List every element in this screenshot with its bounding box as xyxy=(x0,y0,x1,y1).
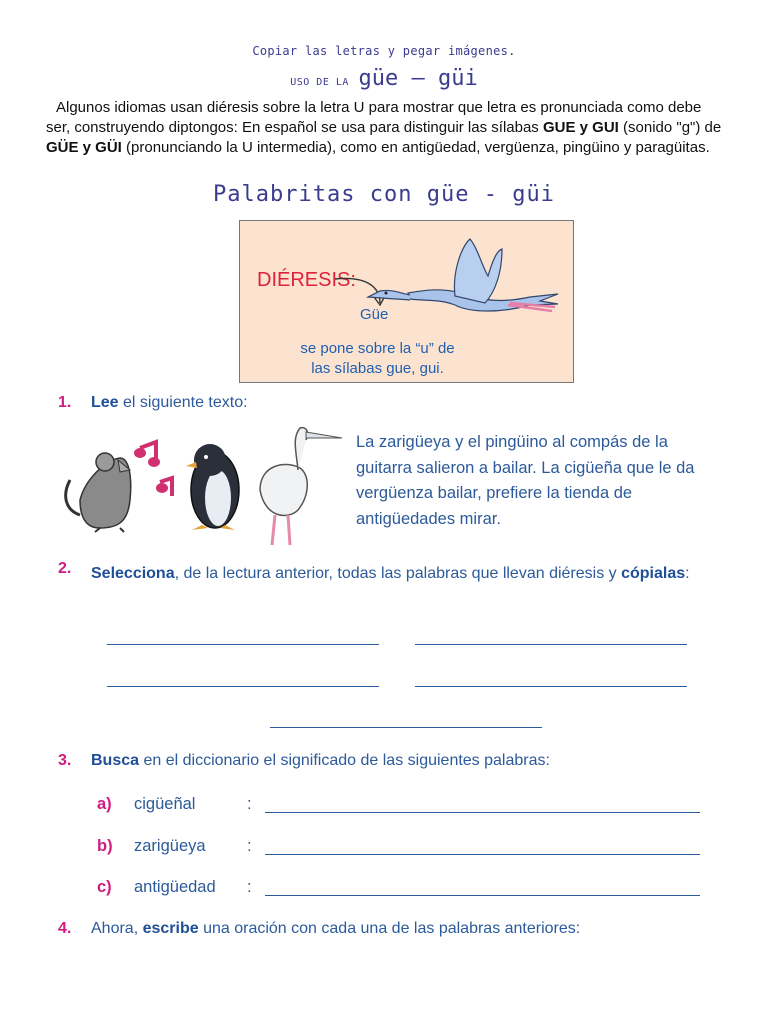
answer-line[interactable] xyxy=(107,686,379,687)
animals-illustration xyxy=(60,420,350,550)
q2-bold-1: Selecciona xyxy=(91,565,175,582)
q3-bold: Busca xyxy=(91,752,140,769)
definition-letter: c) xyxy=(97,878,112,896)
answer-line[interactable] xyxy=(415,686,687,687)
definition-word: antigüedad xyxy=(134,878,216,896)
definition-answer-line[interactable] xyxy=(265,812,700,813)
question-2-number: 2. xyxy=(58,560,72,577)
subtitle: Copiar las letras y pegar imágenes. xyxy=(252,44,516,58)
caption-line-2: las sílabas gue, gui. xyxy=(311,360,444,377)
answer-line[interactable] xyxy=(107,644,379,645)
definition-colon: : xyxy=(247,837,252,855)
q4-rest: una oración con cada una de las palabras anteriores: xyxy=(198,920,581,937)
intro-paragraph xyxy=(46,98,726,158)
answer-line[interactable] xyxy=(270,727,542,728)
question-2-text xyxy=(91,560,731,587)
question-3-number: 3. xyxy=(58,752,72,769)
intro-text-2: (sonido "g") de xyxy=(618,119,722,136)
intro-text-3: (pronunciando la U intermedia), como en antigüedad, vergüenza, pingüino y paragüitas. xyxy=(121,139,710,156)
question-1-text xyxy=(91,394,248,412)
penguin-figure xyxy=(186,444,239,530)
title-prefix: USO DE LA xyxy=(290,77,349,88)
title-main: güe – güi xyxy=(358,66,478,91)
definition-letter: b) xyxy=(97,837,113,855)
reading-text: La zarigüeya y el pingüino al compás de la guitarra salieron a bailar. La cigüeña que le da vergüenza bailar, prefiere la tienda de antigüedades mirar. xyxy=(356,433,695,528)
definition-colon: : xyxy=(247,878,252,896)
definition-letter: a) xyxy=(97,795,112,813)
dieresis-illustration xyxy=(239,220,574,383)
q1-rest: el siguiente texto: xyxy=(118,394,248,411)
question-3-text xyxy=(91,752,550,770)
question-1-number: 1. xyxy=(58,394,72,411)
intro-bold-1: GUE y GUI xyxy=(542,119,619,136)
opossum-figure xyxy=(66,453,131,532)
dieresis-label: DIÉRESIS: xyxy=(257,269,356,291)
definition-answer-line[interactable] xyxy=(265,854,700,855)
q4-pre: Ahora, xyxy=(91,920,143,937)
definition-colon: : xyxy=(247,795,252,813)
question-4-number: 4. xyxy=(58,920,72,937)
definition-word: cigüeñal xyxy=(134,795,196,813)
dieresis-caption xyxy=(270,339,485,379)
gue-word: Güe xyxy=(360,306,389,323)
stork-figure xyxy=(260,428,342,545)
intro-bold-2: GÜE y GÜI xyxy=(46,139,122,156)
q4-bold: escribe xyxy=(142,920,199,937)
q2-end: : xyxy=(685,565,690,582)
definition-word: zarigüeya xyxy=(134,837,206,855)
q2-bold-2: cópialas xyxy=(621,565,686,582)
intro-text-1: Algunos idiomas usan diéresis sobre la letra U para mostrar que letra es pronunciada como debe ser, construyendo diptongos: En español se usa para distinguir las sílabas xyxy=(46,99,702,136)
q3-rest: en el diccionario el significado de las siguientes palabras: xyxy=(139,752,550,769)
section-heading: Palabritas con güe - güi xyxy=(213,182,555,207)
answer-line[interactable] xyxy=(415,644,687,645)
q1-bold: Lee xyxy=(91,394,119,411)
caption-line-1: se pone sobre la “u” de xyxy=(300,340,455,357)
page-title xyxy=(0,66,768,91)
q2-mid: , de la lectura anterior, todas las palabras que llevan diéresis y xyxy=(174,565,622,582)
definition-answer-line[interactable] xyxy=(265,895,700,896)
music-note-icon xyxy=(134,442,172,496)
question-4-text xyxy=(91,920,580,938)
